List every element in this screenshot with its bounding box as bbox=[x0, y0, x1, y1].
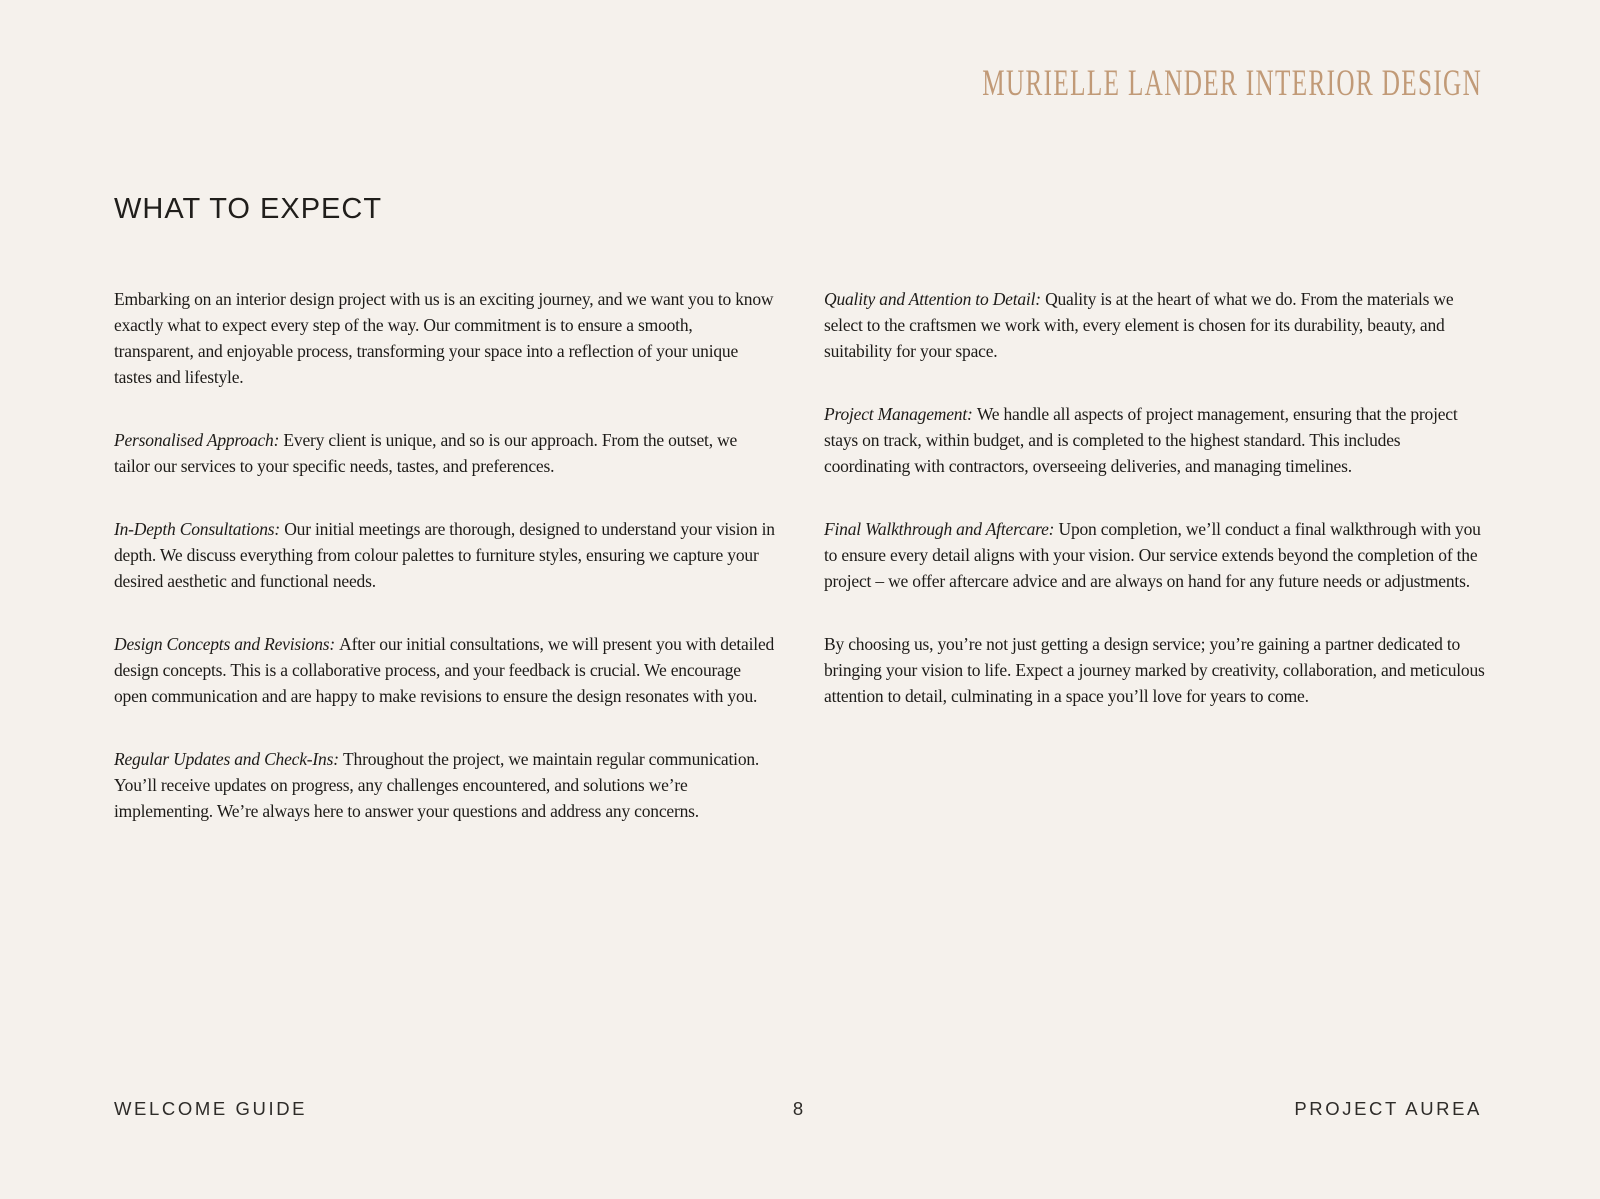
paragraph-lead: Final Walkthrough and Aftercare: bbox=[824, 519, 1055, 539]
right-column bbox=[824, 286, 1486, 861]
paragraph-text: Our initial meetings are thorough, designed to understand your vision in depth. We discuss everything from colour palettes to furniture styles, ensuring we capture your desired aesthetic and functional needs. bbox=[114, 519, 775, 591]
paragraph-regular-updates bbox=[114, 746, 776, 824]
paragraph-quality-attention bbox=[824, 286, 1486, 364]
paragraph-in-depth-consultations bbox=[114, 516, 776, 594]
page-number: 8 bbox=[792, 1098, 804, 1119]
paragraph-lead: Personalised Approach: bbox=[114, 430, 280, 450]
left-column bbox=[114, 286, 776, 861]
paragraph-intro bbox=[114, 286, 776, 390]
footer-document-title: WELCOME GUIDE bbox=[114, 1098, 308, 1119]
content-columns bbox=[114, 286, 1486, 861]
paragraph-closing bbox=[824, 631, 1486, 709]
paragraph-lead: Regular Updates and Check-Ins: bbox=[114, 749, 339, 769]
paragraph-final-walkthrough bbox=[824, 516, 1486, 594]
paragraph-lead: Design Concepts and Revisions: bbox=[114, 634, 335, 654]
paragraph-lead: In-Depth Consultations: bbox=[114, 519, 281, 539]
paragraph-text: By choosing us, you’re not just getting a design service; you’re gaining a partner dedicated to bringing your vision to life. Expect a journey marked by creativity, collaboration, and meticulous attention to detail, culminating in a space you’ll love for years to come. bbox=[824, 634, 1485, 706]
page-footer bbox=[114, 1098, 1482, 1120]
paragraph-text: Embarking on an interior design project with us is an exciting journey, and we want you to know exactly what to expect every step of the way. Our commitment is to ensure a smooth, transparent, and enjoyable process, transforming your space into a reflection of your unique tastes and lifestyle. bbox=[114, 289, 774, 387]
footer-project-name: PROJECT AUREA bbox=[1294, 1098, 1482, 1119]
brand-logo: MURIELLE LANDER INTERIOR DESIGN bbox=[982, 63, 1482, 104]
paragraph-personalised-approach bbox=[114, 427, 776, 479]
paragraph-text: We handle all aspects of project management, ensuring that the project stays on track, within budget, and is completed to the highest standard. This includes coordinating with contractors, overseeing deliveries, and managing timelines. bbox=[824, 404, 1458, 476]
paragraph-text: Throughout the project, we maintain regular communication. You’ll receive updates on progress, any challenges encountered, and solutions we’re implementing. We’re always here to answer your questions and address any concerns. bbox=[114, 749, 760, 821]
paragraph-text: Quality is at the heart of what we do. From the materials we select to the craftsmen we work with, every element is chosen for its durability, beauty, and suitability for your space. bbox=[824, 289, 1454, 361]
paragraph-lead: Quality and Attention to Detail: bbox=[824, 289, 1041, 309]
paragraph-lead: Project Management: bbox=[824, 404, 973, 424]
paragraph-text: After our initial consultations, we will present you with detailed design concepts. This is a collaborative process, and your feedback is crucial. We encourage open communication and are happy to make revisions to ensure the design resonates with you. bbox=[114, 634, 775, 706]
paragraph-project-management bbox=[824, 401, 1486, 479]
paragraph-text: Every client is unique, and so is our approach. From the outset, we tailor our services to your specific needs, tastes, and preferences. bbox=[114, 430, 738, 476]
paragraph-design-concepts-revisions bbox=[114, 631, 776, 709]
paragraph-text: Upon completion, we’ll conduct a final walkthrough with you to ensure every detail aligns with your vision. Our service extends beyond the completion of the project – we offer aftercare advice and are always on hand for any future needs or adjustments. bbox=[824, 519, 1481, 591]
page-title: WHAT TO EXPECT bbox=[114, 193, 383, 225]
